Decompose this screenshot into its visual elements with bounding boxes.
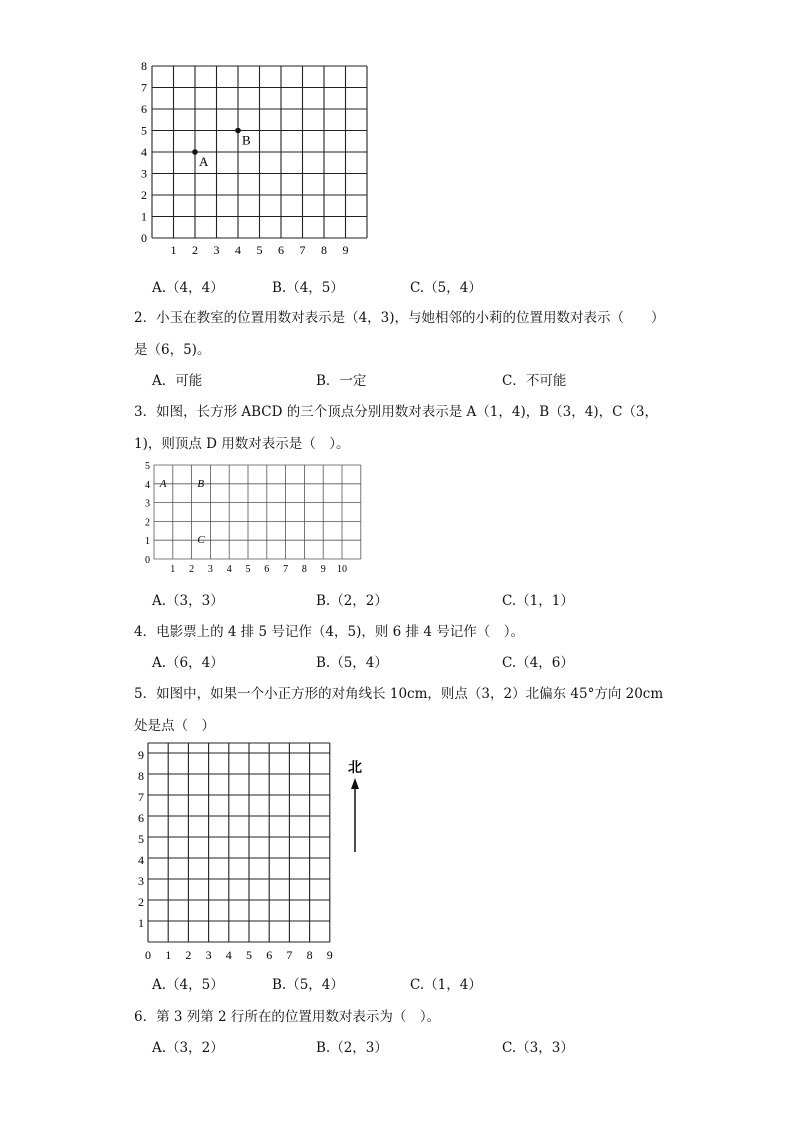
q3-x-tick-label: 1 [170, 564, 176, 575]
q5-option-a[interactable]: A.（4，5） [152, 977, 224, 993]
q4-option-c[interactable]: C.（4，6） [502, 655, 574, 671]
q5-x-tick-label: 1 [165, 948, 172, 962]
q3-y-tick-label: 0 [145, 555, 150, 566]
q3-question-line2: 1)，则顶点 D 用数对表示是（ ）。 [134, 436, 350, 452]
q3-x-tick-label: 6 [264, 564, 270, 575]
q5-y-tick-label: 5 [138, 832, 144, 846]
q2-question-line1: 2．小玉在教室的位置用数对表示是（4，3)，与她相邻的小莉的位置用数对表示（ ） [134, 310, 665, 326]
q5-y-tick-label: 6 [138, 811, 144, 825]
q5-x-tick-label: 3 [205, 948, 212, 962]
q5-x-tick-label: 2 [185, 948, 192, 962]
q3-grid-lines [154, 465, 361, 559]
q3-x-tick-label: 7 [283, 564, 289, 575]
q3-y-tick-label: 4 [145, 479, 150, 491]
q5-y-tick-label: 2 [138, 895, 144, 909]
q3-x-tick-label: 3 [207, 564, 213, 575]
north-arrow-head [351, 778, 359, 789]
q1-y-tick-label: 7 [141, 80, 147, 95]
q1-y-tick-label: 5 [141, 123, 147, 138]
q1-option-a[interactable]: A.（4，4） [152, 280, 224, 296]
q1-coordinate-grid [130, 58, 370, 258]
q3-question-line1: 3．如图，长方形 ABCD 的三个顶点分别用数对表示是 A（1，4)，B（3，4)，C（3， [134, 404, 659, 420]
q6-option-b[interactable]: B.（2，3） [316, 1040, 388, 1056]
q5-y-tick-label: 8 [138, 769, 144, 783]
q1-option-b[interactable]: B.（4，5） [272, 280, 344, 296]
north-arrow [340, 758, 370, 858]
q3-y-tick-label: 3 [145, 498, 150, 510]
q5-x-tick-label: 7 [286, 948, 293, 962]
q1-x-tick-label: 1 [170, 243, 177, 257]
q5-x-tick-label: 5 [246, 948, 252, 962]
q1-point-A [192, 149, 198, 155]
q1-x-tick-label: 9 [342, 243, 349, 257]
q5-y-tick-label: 3 [138, 874, 144, 888]
q2-question-line2: 是（6，5)。 [134, 342, 211, 358]
q5-x-tick-label: 4 [225, 948, 232, 962]
q3-x-tick-label: 10 [337, 564, 347, 575]
q1-y-tick-label: 2 [141, 188, 147, 202]
q5-y-tick-label: 4 [138, 853, 144, 867]
q5-y-tick-label: 9 [138, 748, 144, 762]
q4-option-a[interactable]: A.（6，4） [152, 655, 224, 671]
q5-question-line1: 5．如图中，如果一个小正方形的对角线长 10cm，则点（3，2）北偏东 45°方向 20cm [134, 686, 664, 702]
q1-x-tick-label: 8 [321, 243, 327, 257]
north-label: 北 [348, 761, 362, 776]
q3-y-tick-label: 5 [145, 461, 150, 472]
q3-x-tick-label: 2 [189, 564, 195, 575]
q1-point-label-A: A [199, 154, 209, 169]
q2-option-b[interactable]: B．一定 [316, 373, 367, 389]
q3-y-tick-label: 2 [145, 517, 150, 529]
q5-y-axis-labels [138, 748, 144, 930]
q5-question-line2: 处是点（ ） [134, 718, 215, 734]
q1-x-tick-label: 2 [192, 243, 198, 257]
q5-y-tick-label: 7 [138, 790, 144, 804]
q1-point-label-B: B [242, 132, 251, 148]
q1-x-tick-label: 4 [235, 243, 241, 257]
q1-grid-lines [152, 66, 367, 238]
q4-option-b[interactable]: B.（5，4） [316, 655, 388, 671]
q3-option-a[interactable]: A.（3，3） [152, 593, 224, 609]
q3-coordinate-grid [134, 462, 364, 578]
q3-x-tick-label: 9 [320, 564, 326, 575]
q3-point-labels [159, 478, 206, 546]
q2-option-a[interactable]: A．可能 [152, 373, 203, 389]
q5-x-tick-label: 0 [145, 948, 151, 962]
q3-point-label-C: C [197, 534, 205, 547]
q1-y-tick-label: 6 [141, 102, 147, 116]
q1-y-tick-label: 8 [141, 59, 147, 73]
q5-x-tick-label: 9 [326, 948, 333, 962]
q4-question-line1: 4．电影票上的 4 排 5 号记作（4，5)，则 6 排 4 号记作（ ）。 [134, 624, 524, 640]
q1-y-tick-label: 3 [141, 166, 147, 181]
q3-y-tick-label: 1 [145, 536, 150, 548]
q1-x-tick-label: 6 [278, 243, 284, 257]
q6-question-line1: 6．第 3 列第 2 行所在的位置用数对表示为（ ）。 [134, 1009, 441, 1025]
q3-x-tick-label: 8 [301, 564, 307, 575]
q3-point-label-B: B [197, 477, 205, 490]
q3-x-axis-labels [170, 564, 347, 575]
q1-y-tick-label: 1 [141, 209, 147, 224]
q1-x-axis-labels [171, 243, 349, 257]
q3-option-c[interactable]: C.（1，1） [502, 593, 574, 609]
q1-points [192, 128, 251, 169]
q5-grid-lines [148, 743, 330, 942]
q5-y-tick-label: 1 [138, 916, 144, 930]
q1-x-tick-label: 7 [299, 243, 306, 257]
q3-x-tick-label: 4 [226, 564, 232, 575]
q5-x-axis-labels [145, 948, 333, 962]
q1-x-tick-label: 5 [256, 243, 263, 257]
q2-option-c[interactable]: C．不可能 [502, 373, 567, 389]
q1-point-B [235, 128, 241, 134]
q1-option-c[interactable]: C.（5，4） [410, 280, 482, 296]
q6-option-a[interactable]: A.（3，2） [152, 1040, 224, 1056]
q5-x-tick-label: 6 [266, 948, 273, 962]
q1-y-tick-label: 0 [141, 231, 147, 245]
q5-option-c[interactable]: C.（1，4） [410, 977, 482, 993]
q1-y-axis-labels [141, 59, 147, 245]
q5-coordinate-grid [130, 738, 333, 966]
q1-y-tick-label: 4 [141, 145, 147, 159]
q3-option-b[interactable]: B.（2，2） [316, 593, 388, 609]
q5-x-tick-label: 8 [306, 948, 313, 962]
q1-x-tick-label: 3 [213, 243, 220, 257]
q3-y-axis-labels [145, 461, 150, 566]
q5-option-b[interactable]: B.（5，4） [272, 977, 344, 993]
q6-option-c[interactable]: C.（3，3） [502, 1040, 574, 1056]
q3-point-label-A: A [159, 477, 167, 490]
q3-x-tick-label: 5 [245, 564, 251, 575]
